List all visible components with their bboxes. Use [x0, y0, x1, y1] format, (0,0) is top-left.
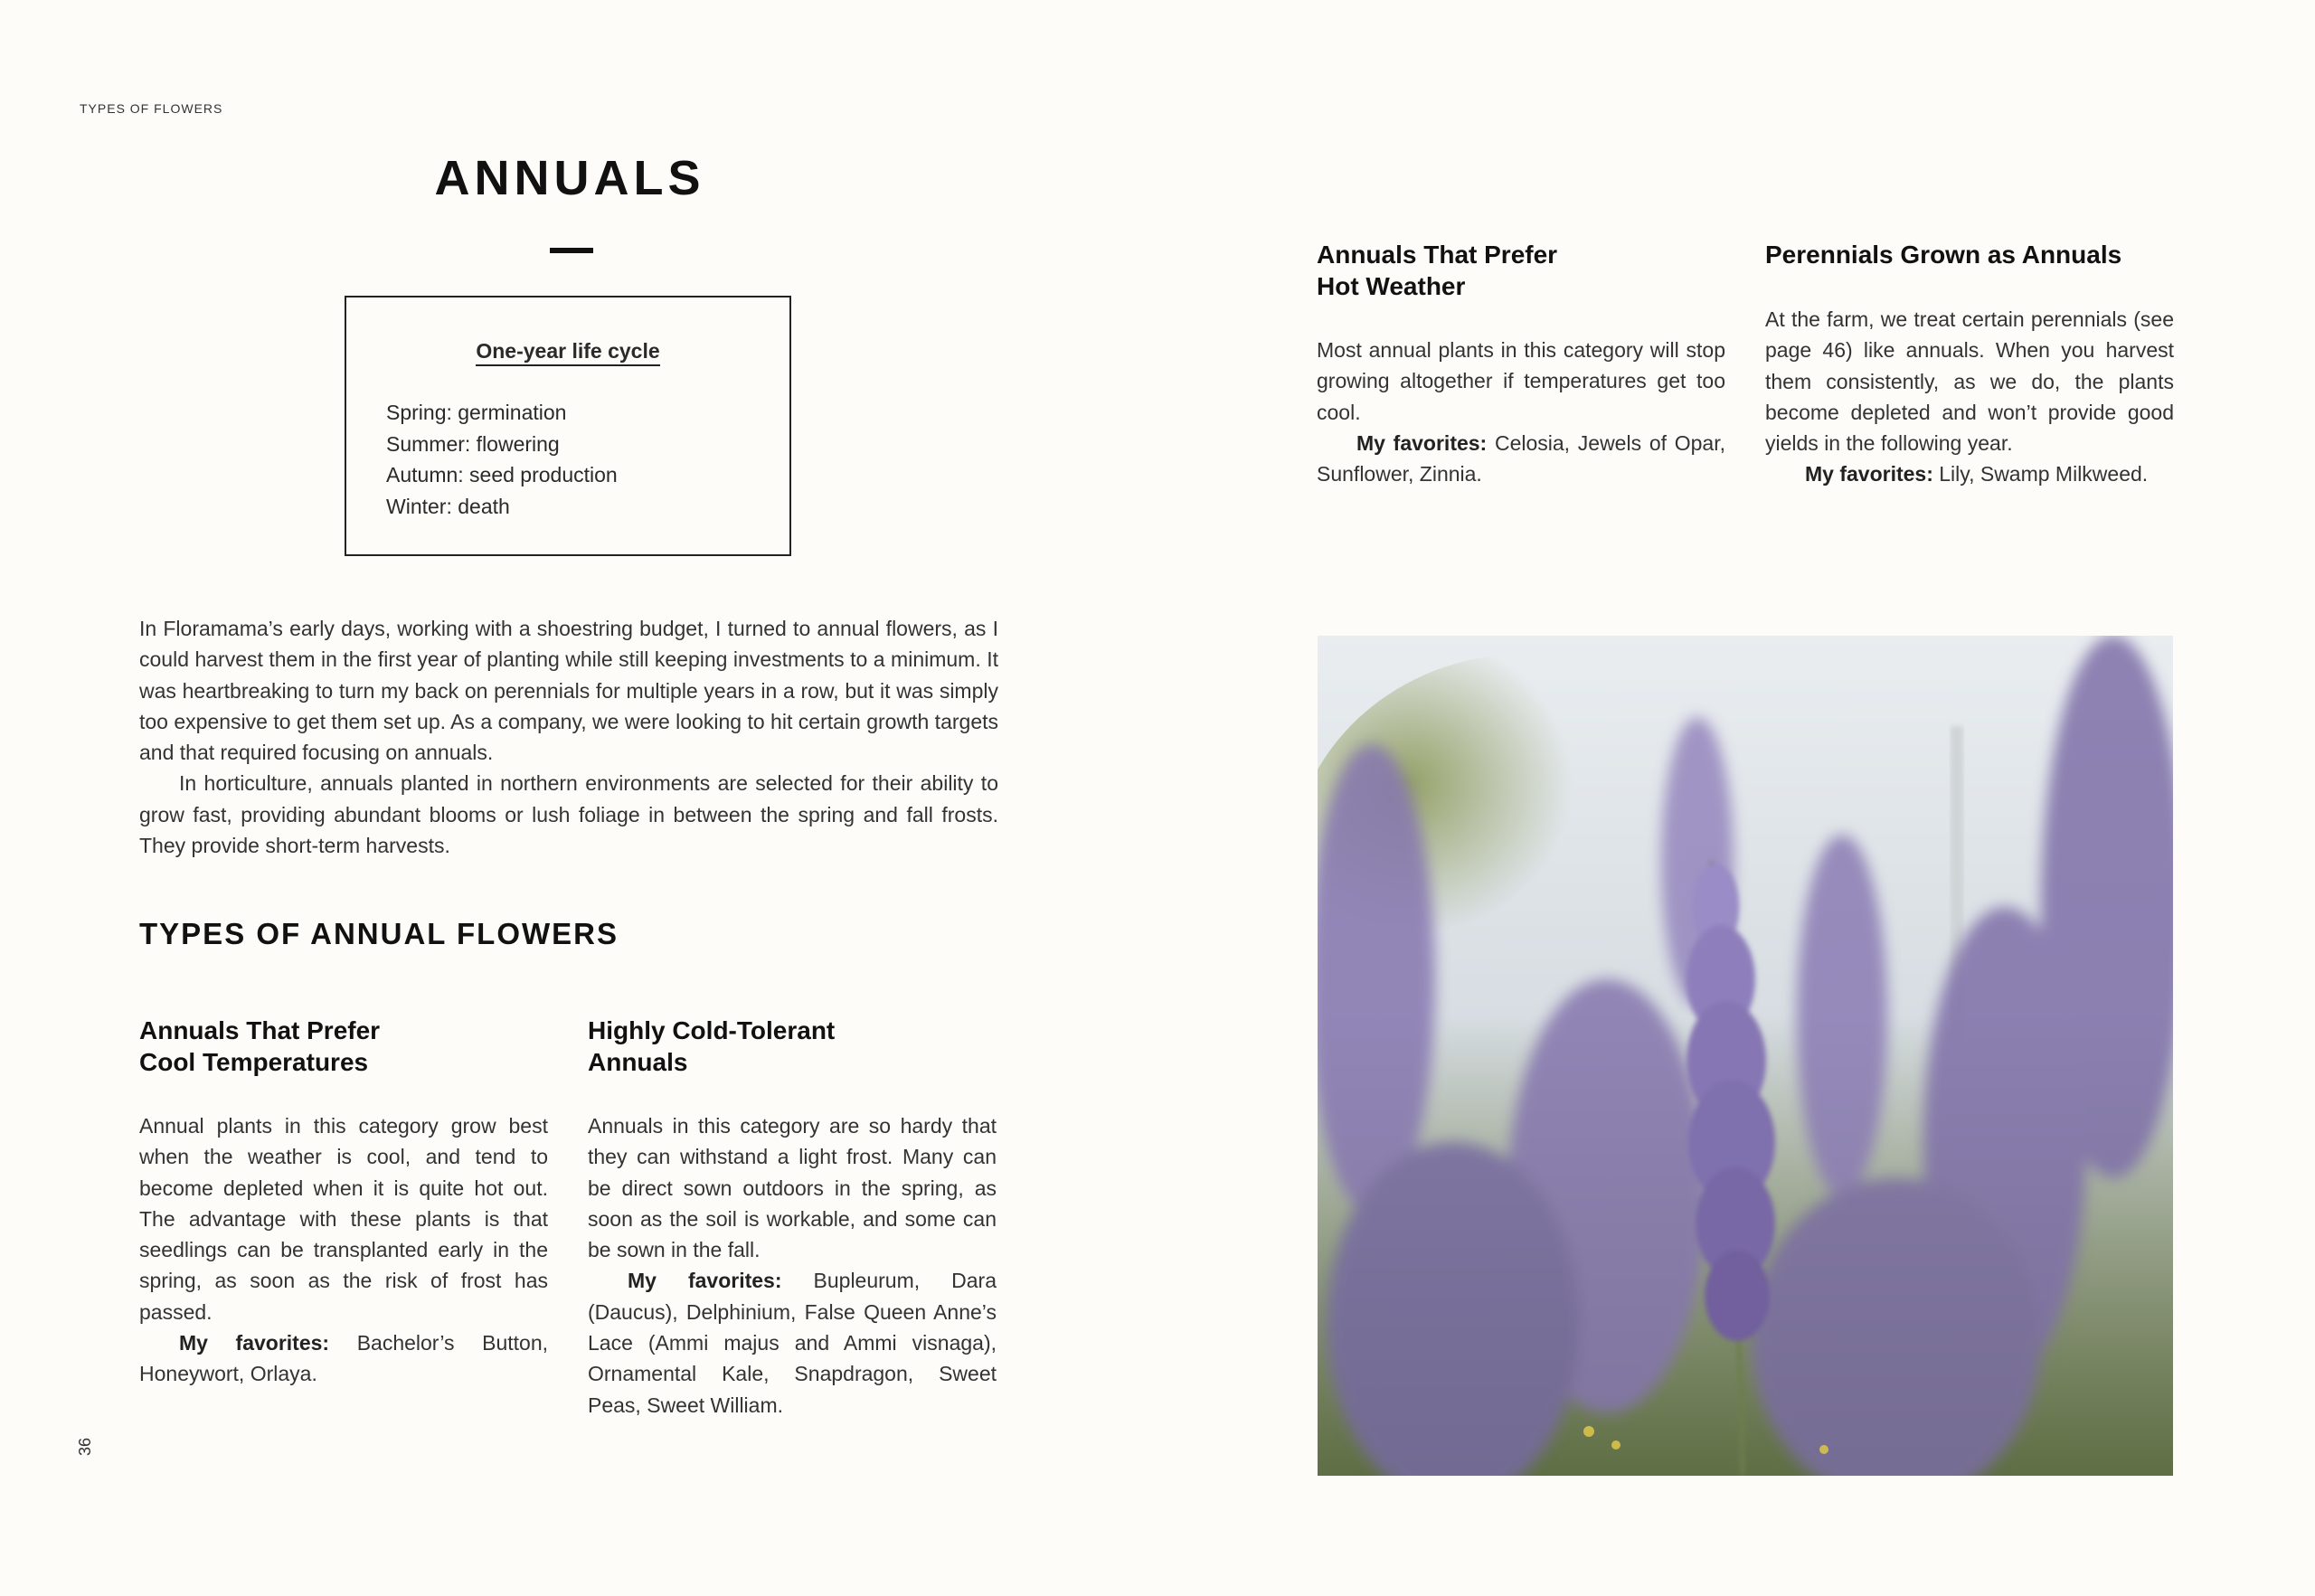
intro-paragraph: In Floramama’s early days, working with a shoestring budget, I turned to annual flowers, as I could harvest them in the first year of planting while still keeping investments to a minimum. It was heartbreaking to turn my back on perennials for multiple years in a row, but it was simply too expensive to get them set up. As a company, we were looking to hit certain growth targets and that required focusing on annuals. [139, 617, 998, 765]
page-number: 36 [76, 1437, 94, 1456]
column-heading-cool: Annuals That Prefer Cool Temperatures [139, 1016, 381, 1076]
column-paragraph: At the farm, we treat certain perennials (see page 46) like annuals. When you harvest them consistently, as we do, the plants become depleted and won’t provide good yields in the following year. [1765, 307, 2174, 456]
page-title: ANNUALS [434, 151, 705, 205]
column-paragraph: Most annual plants in this category will stop growing altogether if temperatures get too cool. [1317, 338, 1725, 424]
favorites-text: Celosia, Jewels of Opar, Sunflower, Zinnia. [1317, 430, 1725, 486]
favorites-label: My favorites: [1805, 462, 1933, 486]
favorites-line [139, 1327, 548, 1390]
intro-paragraph: In horticulture, annuals planted in northern environments are selected for their ability to grow fast, providing abundant blooms or lush foliage in between the spring and fall frosts. They provide short-term harvests. [139, 771, 998, 858]
favorites-line [1317, 428, 1725, 490]
favorites-line [588, 1265, 997, 1420]
section-title: TYPES OF ANNUAL FLOWERS [139, 917, 619, 950]
column-paragraph: Annual plants in this category grow best when the weather is cool, and tend to become depleted when it is quite hot out. The advantage with these plants is that seedlings can be transplanted early in the spring, as soon as the risk of frost has passed. [139, 1114, 548, 1324]
lifecycle-box [345, 296, 791, 556]
lifecycle-stage: Autumn: seed production [386, 463, 618, 486]
column-heading-perennials: Perennials Grown as Annuals [1765, 241, 2122, 269]
favorites-label: My favorites: [179, 1331, 330, 1355]
lifecycle-list [386, 397, 618, 522]
column-heading-cold-tolerant: Highly Cold-Tolerant Annuals [588, 1016, 836, 1076]
column-paragraph: Annuals in this category are so hardy that they can withstand a light frost. Many can be direct sown outdoors in the spring, as soon as the soil is workable, and some can be sown in the fall. [588, 1114, 997, 1262]
favorites-text: Bachelor’s Button, Honeywort, Orlaya. [139, 1331, 549, 1386]
favorites-text: Lily, Swamp Milkweed. [1932, 462, 2149, 486]
column-body-cold-tolerant [588, 1110, 997, 1421]
lifecycle-stage: Spring: germination [386, 401, 567, 424]
favorites-label: My favorites: [1356, 430, 1488, 455]
column-body-hot-weather [1317, 335, 1725, 489]
favorites-line [1765, 458, 2174, 489]
favorites-text: Bupleurum, Dara (Daucus), Delphinium, False Queen Anne’s Lace (Ammi majus and Ammi visnaga), Ornamental Kale, Snapdragon, Sweet Peas, Sweet William. [588, 1269, 997, 1417]
delphinium-photo [1318, 636, 2173, 1476]
intro-text [139, 613, 998, 861]
favorites-label: My favorites: [628, 1269, 782, 1293]
lifecycle-stage: Winter: death [386, 494, 510, 518]
column-body-cool [139, 1110, 548, 1390]
lifecycle-stage: Summer: flowering [386, 431, 560, 456]
running-head: TYPES OF FLOWERS [80, 101, 223, 116]
lifecycle-heading: One-year life cycle [346, 339, 789, 364]
column-body-perennials [1765, 304, 2174, 490]
title-rule [550, 248, 593, 253]
column-heading-hot-weather: Annuals That Prefer Hot Weather [1317, 241, 1558, 300]
